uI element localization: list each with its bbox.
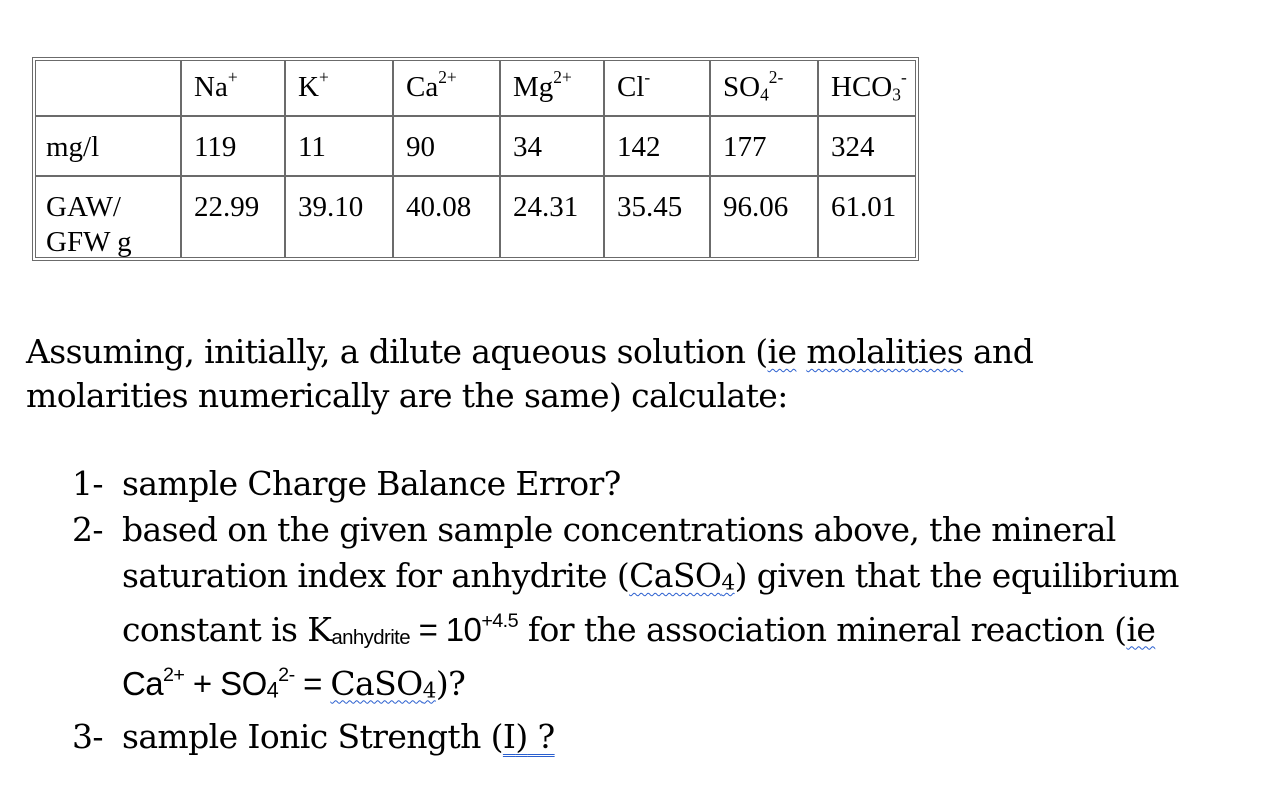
table-cell: 61.01 — [818, 176, 916, 258]
header-cell-k: K+ — [285, 60, 393, 116]
table-cell: 119 — [181, 116, 285, 176]
header-cell-mg: $Mg^{2+}$ — [500, 60, 604, 116]
row-label-gaw-gfw: GAW/ GFW g — [35, 176, 181, 258]
question-list — [72, 461, 1179, 760]
question-text: based on the given sample concentrations above, the mineral saturation index for anhydrite (CaSO4) given that the equilibrium constant is Kanhydrite = $10^{+4.5}$ for the association mineral reaction (ie $Ca^{2+} + SO4^{2-}$ = CaSO4)? — [122, 510, 1179, 704]
table-cell: 11 — [285, 116, 393, 176]
table-cell: 40.08 — [393, 176, 500, 258]
intro-line-2: molarities numerically are the same) calculate: — [26, 376, 788, 415]
question-text: sample Charge Balance Error? — [122, 464, 621, 503]
intro-line-1: Assuming, initially, a dilute aqueous solution (ie molalities and — [26, 332, 1034, 371]
table-cell: 39.10 — [285, 176, 393, 258]
table-cell: 22.99 — [181, 176, 285, 258]
question-2 — [72, 507, 1179, 714]
header-cell-ca: $Ca^{2+}$ — [393, 60, 500, 116]
question-number: 1- — [72, 464, 103, 503]
table-header-row — [35, 60, 916, 116]
ion-data-table-frame — [32, 57, 919, 261]
question-text: sample Ionic Strength (I) ? — [122, 717, 555, 757]
intro-paragraph — [26, 330, 1033, 418]
question-number: 2- — [72, 510, 103, 549]
table-cell: 324 — [818, 116, 916, 176]
question-number: 3- — [72, 717, 103, 757]
header-cell-cl: Cl- — [604, 60, 710, 116]
table-cell: 177 — [710, 116, 818, 176]
header-cell-so4: $SO_4^{2-}$ — [710, 60, 818, 116]
table-cell: 142 — [604, 116, 710, 176]
question-3 — [72, 714, 1179, 760]
header-cell-hco3: $HCO_3^-$ — [818, 60, 916, 116]
header-cell-na: Na+ — [181, 60, 285, 116]
header-cell-empty — [35, 60, 181, 116]
ion-data-table — [35, 60, 916, 258]
table-cell: 35.45 — [604, 176, 710, 258]
table-cell: 24.31 — [500, 176, 604, 258]
table-row-gaw-gfw — [35, 176, 916, 258]
table-cell: 90 — [393, 116, 500, 176]
table-cell: 96.06 — [710, 176, 818, 258]
table-row-mg-per-l — [35, 116, 916, 176]
row-label-mgl: mg/l — [35, 116, 181, 176]
question-1 — [72, 461, 1179, 507]
table-cell: 34 — [500, 116, 604, 176]
